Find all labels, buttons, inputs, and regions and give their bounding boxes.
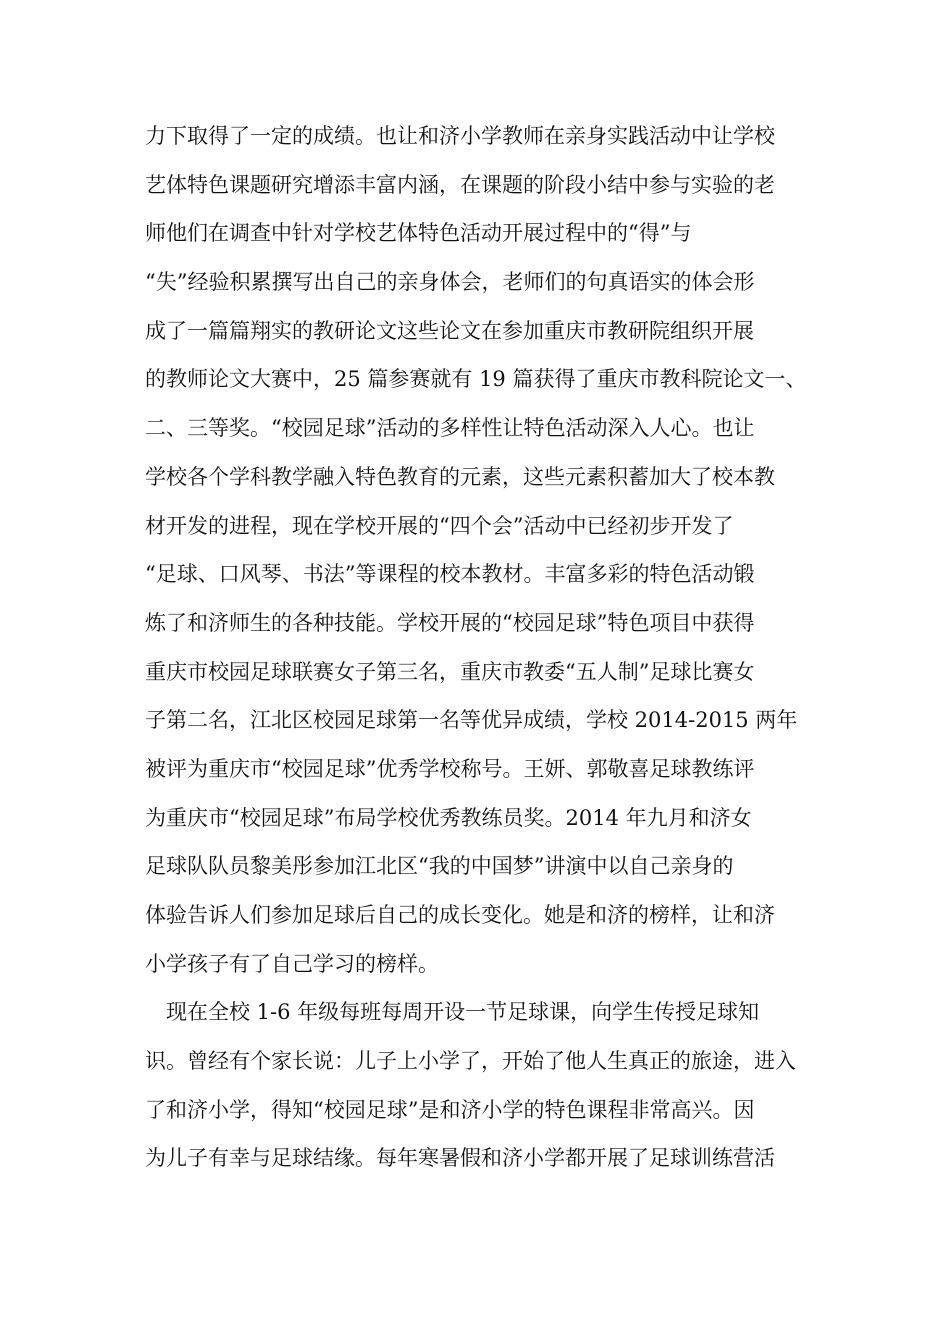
text-line-15: 为重庆市“校园足球”布局学校优秀教练员奖。2014 年九月和济女 (145, 805, 752, 830)
text-line-20: 识。曾经有个家长说：儿子上小学了，开始了他人生真正的旅途，进入 (145, 1049, 796, 1074)
text-line-6: 的教师论文大赛中，25 篇参赛就有 19 篇获得了重庆市教科院论文一、 (145, 367, 807, 392)
text-line-2: 艺体特色课题研究增添丰富内涵，在课题的阶段小结中参与实验的老 (145, 172, 775, 197)
text-line-22: 为儿子有幸与足球结缘。每年寒暑假和济小学都开展了足球训练营活 (145, 1146, 775, 1171)
text-line-5: 成了一篇篇翔实的教研论文这些论文在参加重庆市教研院组织开展 (145, 318, 754, 343)
text-line-3: 师他们在调查中针对学校艺体特色活动开展过程中的“得”与 (145, 221, 692, 246)
text-line-12: 重庆市校园足球联赛女子第三名，重庆市教委“五人制”足球比赛女 (145, 659, 755, 684)
text-line-17: 体验告诉人们参加足球后自己的成长变化。她是和济的榜样，让和济 (145, 903, 775, 927)
text-line-18: 小学孩子有了自己学习的榜样。 (145, 951, 439, 976)
text-line-8: 学校各个学科教学融入特色教育的元素，这些元素积蓄加大了校本教 (145, 464, 775, 489)
text-line-13: 子第二名，江北区校园足球第一名等优异成绩，学校 2014-2015 两年 (145, 708, 798, 733)
text-line-14: 被评为重庆市“校园足球”优秀学校称号。王妍、郭敬喜足球教练评 (145, 756, 755, 781)
text-line-16: 足球队队员黎美彤参加江北区“我的中国梦”讲演中以自己亲身的 (145, 854, 734, 879)
text-line-7: 二、三等奖。“校园足球”活动的多样性让特色活动深入人心。也让 (145, 416, 755, 441)
body-text (145, 112, 825, 1183)
text-line-10: “足球、口风琴、书法”等课程的校本教材。丰富多彩的特色活动锻 (145, 562, 755, 587)
text-line-1: 力下取得了一定的成绩。也让和济小学教师在亲身实践活动中让学校 (145, 124, 775, 148)
text-line-11: 炼了和济师生的各种技能。学校开展的“校园足球”特色项目中获得 (145, 610, 755, 635)
text-line-21: 了和济小学，得知“校园足球”是和济小学的特色课程非常高兴。因 (145, 1097, 755, 1122)
text-line-19-paragraph-start: 现在全校 1-6 年级每班每周开设一节足球课，向学生传授足球知 (166, 1000, 760, 1025)
text-line-9: 材开发的进程，现在学校开展的“四个会”活动中已经初步开发了 (145, 513, 734, 538)
text-line-4: “失”经验积累撰写出自己的亲身体会，老师们的句真语实的体会形 (145, 270, 755, 295)
